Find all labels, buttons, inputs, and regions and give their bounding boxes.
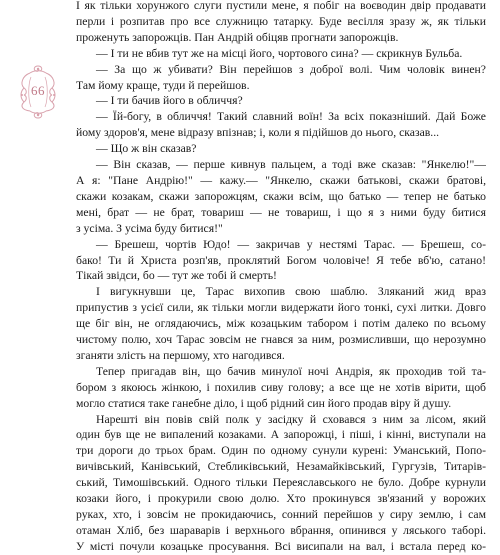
text-line: йому здоров'я, мене відразу впізнав; і, коли я підійшов до нього, сказав... xyxy=(76,126,440,140)
text-line: І як тільки хорунжого слуги пустили мене, я побіг на воєводин двір продавати xyxy=(76,0,486,12)
text-line: могло статися таке ганебне діло, і щоб рідний син його продав віру й душу. xyxy=(76,396,452,410)
text-line: ський, Тимошівський. Одного тільки Переяславського не було. Добре курнули xyxy=(76,476,486,490)
text-line: — Він сказав, — перше кивнув пальцем, а тоді вже сказав: "Янкелю!"— xyxy=(96,158,486,172)
text-line: І вигукнувши це, Тарас вихопив свою шаблю. Зляканий жид враз xyxy=(96,285,486,299)
page-number-ornament xyxy=(16,64,60,120)
text-line: Тікай звідси, бо — тут же тобі й смерть! xyxy=(76,269,277,283)
text-line: припустив з усієї сили, як тільки могли видержати його тонкі, сухі литки. Довго xyxy=(76,301,486,315)
text-line: — І ти не вбив тут же на місці його, чортового сина? — скрикнув Бульба. xyxy=(96,46,463,60)
text-line: бором з якоюсь жінкою, і похилив сиву голову; а все ще не хотів вірити, щоб xyxy=(76,380,486,394)
text-line: — Брешеш, чортів Юдо! — закричав у нестямі Тарас. — Брешеш, со- xyxy=(96,237,486,251)
text-line: зганяти злість на першому, хто нагодився. xyxy=(76,348,285,362)
text-line: три дороги до трьох брам. Один по одному сунули курені: Уманський, Попо- xyxy=(76,444,486,458)
text-line: ще біг він, не оглядаючись, між козацьким табором і потім далеко по всьому xyxy=(76,317,486,331)
page-number: 66 xyxy=(31,83,45,98)
text-line: бако! Ти й Христа розп'яв, проклятий Богом чоловіче! Я тебе вб'ю, сатано! xyxy=(76,253,486,267)
text-line: скажи козакам, скажи запорожцям, скажи всім, що батько — тепер не батько xyxy=(76,189,486,203)
text-line: проженуть запорожців. Пан Андрій обіцяв прогнати запорожців. xyxy=(76,30,399,44)
text-line: — Що ж він сказав? xyxy=(96,142,197,156)
text-line: отаман Хліб, без шараварів і верхнього вбрання, опинився у ляського таборі. xyxy=(76,523,486,537)
text-line: мені, брат — не брат, товариш — не товариш, і що я з ними буду битися xyxy=(76,205,486,219)
text-line: перли і розпитав про все служницю татарку. Буде весілля зразу ж, як тільки xyxy=(76,14,486,28)
text-line: — За що ж убивати? Він перейшов з доброї волі. Чим чоловік винен? xyxy=(96,62,486,76)
text-line: Тепер пригадав він, що бачив минулої ночі Андрія, як проходив той та- xyxy=(96,364,486,378)
text-column xyxy=(76,0,486,555)
text-line: з усіма. З усіма буду битися!" xyxy=(76,221,223,235)
text-line: один був ще не випалений козаками. А запорожці, і піші, і кінні, виступали на xyxy=(76,428,486,442)
text-line: Там йому краще, туди й перейшов. xyxy=(76,78,250,92)
text-line: козаки його, і прокурили свою долю. Хто прокинувся зв'язаний у ворожих xyxy=(76,492,486,506)
text-line: руках, хто, і зовсім не прокидаючись, сонний перейшов у сиру землю, і сам xyxy=(76,508,486,521)
text-line: У місті почули козацьке просування. Всі висипали на вал, і встала перед ко- xyxy=(76,539,486,553)
text-line: А я: "Пане Андрію!" — кажу.— "Янкелю, скажи батькові, скажи братові, xyxy=(76,173,486,187)
text-line: чистому полю, хоч Тарас зовсім не гнався за ним, розмисливши, що нерозумно xyxy=(76,333,486,347)
text-line: — Їй-богу, в обличчя! Такий славний воїн! За всіх показніший. Дай Боже xyxy=(96,110,486,124)
text-line: Нарешті він повів свій полк у засідку й сховався з ним за лісом, який xyxy=(96,412,486,426)
text-line: вичівський, Канівський, Стебликівський, Незамайківський, Гургузів, Титарів- xyxy=(76,460,486,474)
text-line: — І ти бачив його в обличчя? xyxy=(96,94,243,108)
